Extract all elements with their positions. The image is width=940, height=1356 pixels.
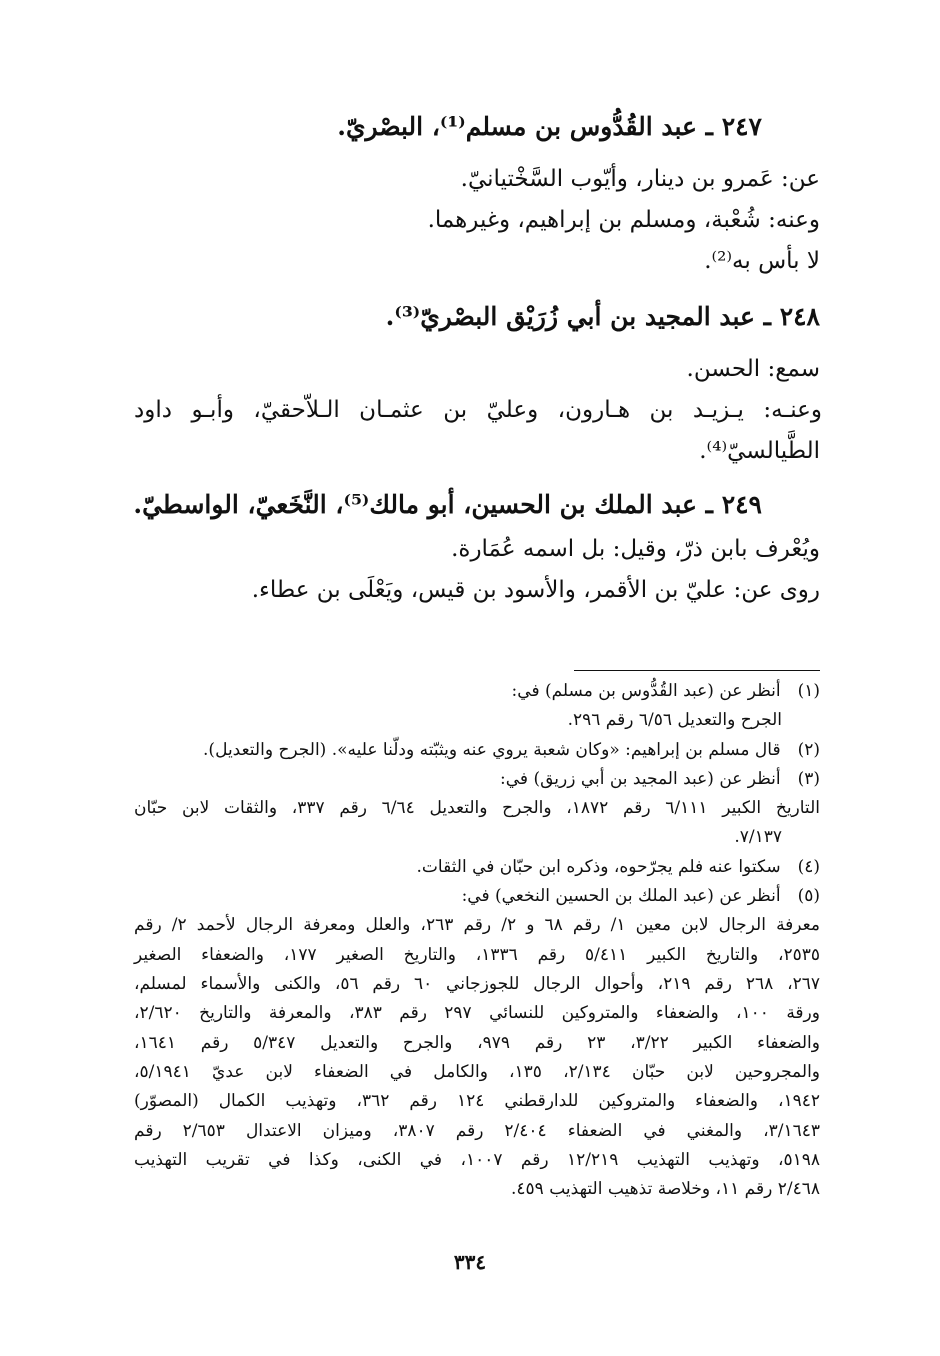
footnote-line <box>134 681 820 702</box>
page-number: ٣٣٤ <box>453 1250 487 1274</box>
footnote-line: ٢/٤٦٨ رقم ١١، وخلاصة تذهيب التهذيب ٤٥٩. <box>511 1179 820 1199</box>
footnote-line <box>134 857 820 878</box>
footnote-text: أنظر عن (عبد الملك بن الحسين النخعي) في: <box>461 886 781 906</box>
entry-249-line: ويُعْرف بابن ذرّ، وقيل: بل اسمه عُمَارة. <box>451 536 820 562</box>
entry-249-line: روى عن: عليّ بن الأقمر، والأسود بن قيس، ويَعْلَى بن عطاء. <box>251 577 820 603</box>
footnote-line: الجرح والتعديل ٦/٥٦ رقم ٢٩٦. <box>567 710 782 730</box>
entry-247-line: لا بأس به⁽²⁾. <box>704 248 820 274</box>
footnote-text: أنظر عن (عبد القُدُّوس بن مسلم) في: <box>511 681 781 701</box>
entry-247-line: عن: عَمرو بن دينار، وأيّوب السَّخْتيانيّ. <box>460 166 820 192</box>
entry-249-heading: ٢٤٩ ـ عبد الملك بن الحسين، أبو مالك⁽⁵⁾، النَّخَعيّ، الواسطيّ. <box>133 490 762 519</box>
footnote-line: معرفة الرجال لابن معين ١/ رقم ٦٨ و ٢/ رقم ٢٦٣، والعلل ومعرفة الرجال لأحمد ٢/ رقم <box>134 915 820 935</box>
footnote-line: ٥١٩٨، وتهذيب التهذيب ١٢/٢١٩ رقم ١٠٠٧، في الكنى، وكذا في تقريب التهذيب <box>134 1150 820 1170</box>
footnote-line: والضعفاء الكبير ٣/٢٢، ٢٣ رقم ٩٧٩، والجرح والتعديل ٥/٣٤٧ رقم ١٦٤١، <box>134 1033 820 1053</box>
footnote-line <box>134 740 820 761</box>
entry-248-line: سمع: الحسن. <box>686 356 820 382</box>
entry-248-line: الطَّيالسيّ⁽⁴⁾. <box>699 438 820 464</box>
footnote-line: ٧/١٣٧. <box>734 827 782 847</box>
footnote-line: ١٩٤٢، والضعفاء والمتروكين للدارقطني ١٢٤ رقم ٣٦٢، وتهذيب الكمال (المصوّر) <box>134 1091 821 1111</box>
footnote-text: سكتوا عنه فلم يجرّحوه، وذكره ابن حبّان في الثقات. <box>416 857 781 877</box>
footnote-line <box>134 886 820 907</box>
footnote-number: (٥) <box>797 886 820 906</box>
footnote-text: قال مسلم بن إبراهيم: «وكان شعبة يروي عنه ويثبّته ودلّنا عليه». (الجرح والتعديل). <box>203 740 781 760</box>
footnote-number: (٣) <box>797 769 820 789</box>
footnote-divider <box>574 670 820 671</box>
footnote-line: ٢٦٧، ٢٦٨ رقم ٢١٩، وأحوال الرجال للجوزجاني ٦٠ رقم ٥٦، والكنى والأسماء لمسلم، <box>134 974 820 994</box>
footnote-number: (١) <box>797 681 820 701</box>
footnote-text: أنظر عن (عبد المجيد بن أبي زريق) في: <box>500 769 781 789</box>
entry-248-heading: ٢٤٨ ـ عبد المجيد بن أبي زُرَيْق البصْريّ⁽³⁾. <box>385 302 820 331</box>
footnote-line <box>134 769 820 790</box>
footnote-line: والمجروحين لابن حبّان ٢/١٣٤، ١٣٥، والكامل في الضعفاء لابن عديّ ٥/١٩٤١، <box>134 1062 820 1082</box>
footnote-number: (٤) <box>797 857 820 877</box>
entry-247-heading: ٢٤٧ ـ عبد القُدُّوس بن مسلم⁽¹⁾، البصْريّ. <box>337 112 762 141</box>
entry-248-line: وعنـه: يـزيـد بن هـارون، وعليّ بن عثمـان الـلاّحقيّ، وأبـو داود <box>134 397 822 423</box>
footnote-line: ورقة ١٠٠، والضعفاء والمتروكين للنسائي ٢٩٧ رقم ٣٨٣، والمعرفة والتاريخ ٢/٦٢٠، <box>134 1003 820 1023</box>
entry-247-line: وعنه: شُعْبة، ومسلم بن إبراهيم، وغيرهما. <box>427 207 820 233</box>
footnote-line: ٢٥٣٥، والتاريخ الكبير ٥/٤١١ رقم ١٣٣٦، والتاريخ الصغير ١٧٧، والضعفاء الصغير <box>134 945 820 965</box>
footnote-line: ٣/١٦٤٣، والمغني في الضعفاء ٢/٤٠٤ رقم ٣٨٠٧، وميزان الاعتدال ٢/٦٥٣ رقم <box>134 1121 820 1141</box>
footnote-line: التاريخ الكبير ٦/١١١ رقم ١٨٧٢، والجرح والتعديل ٦/٦٤ رقم ٣٣٧، والثقات لابن حبّان <box>134 798 820 818</box>
footnote-number: (٢) <box>797 740 820 760</box>
